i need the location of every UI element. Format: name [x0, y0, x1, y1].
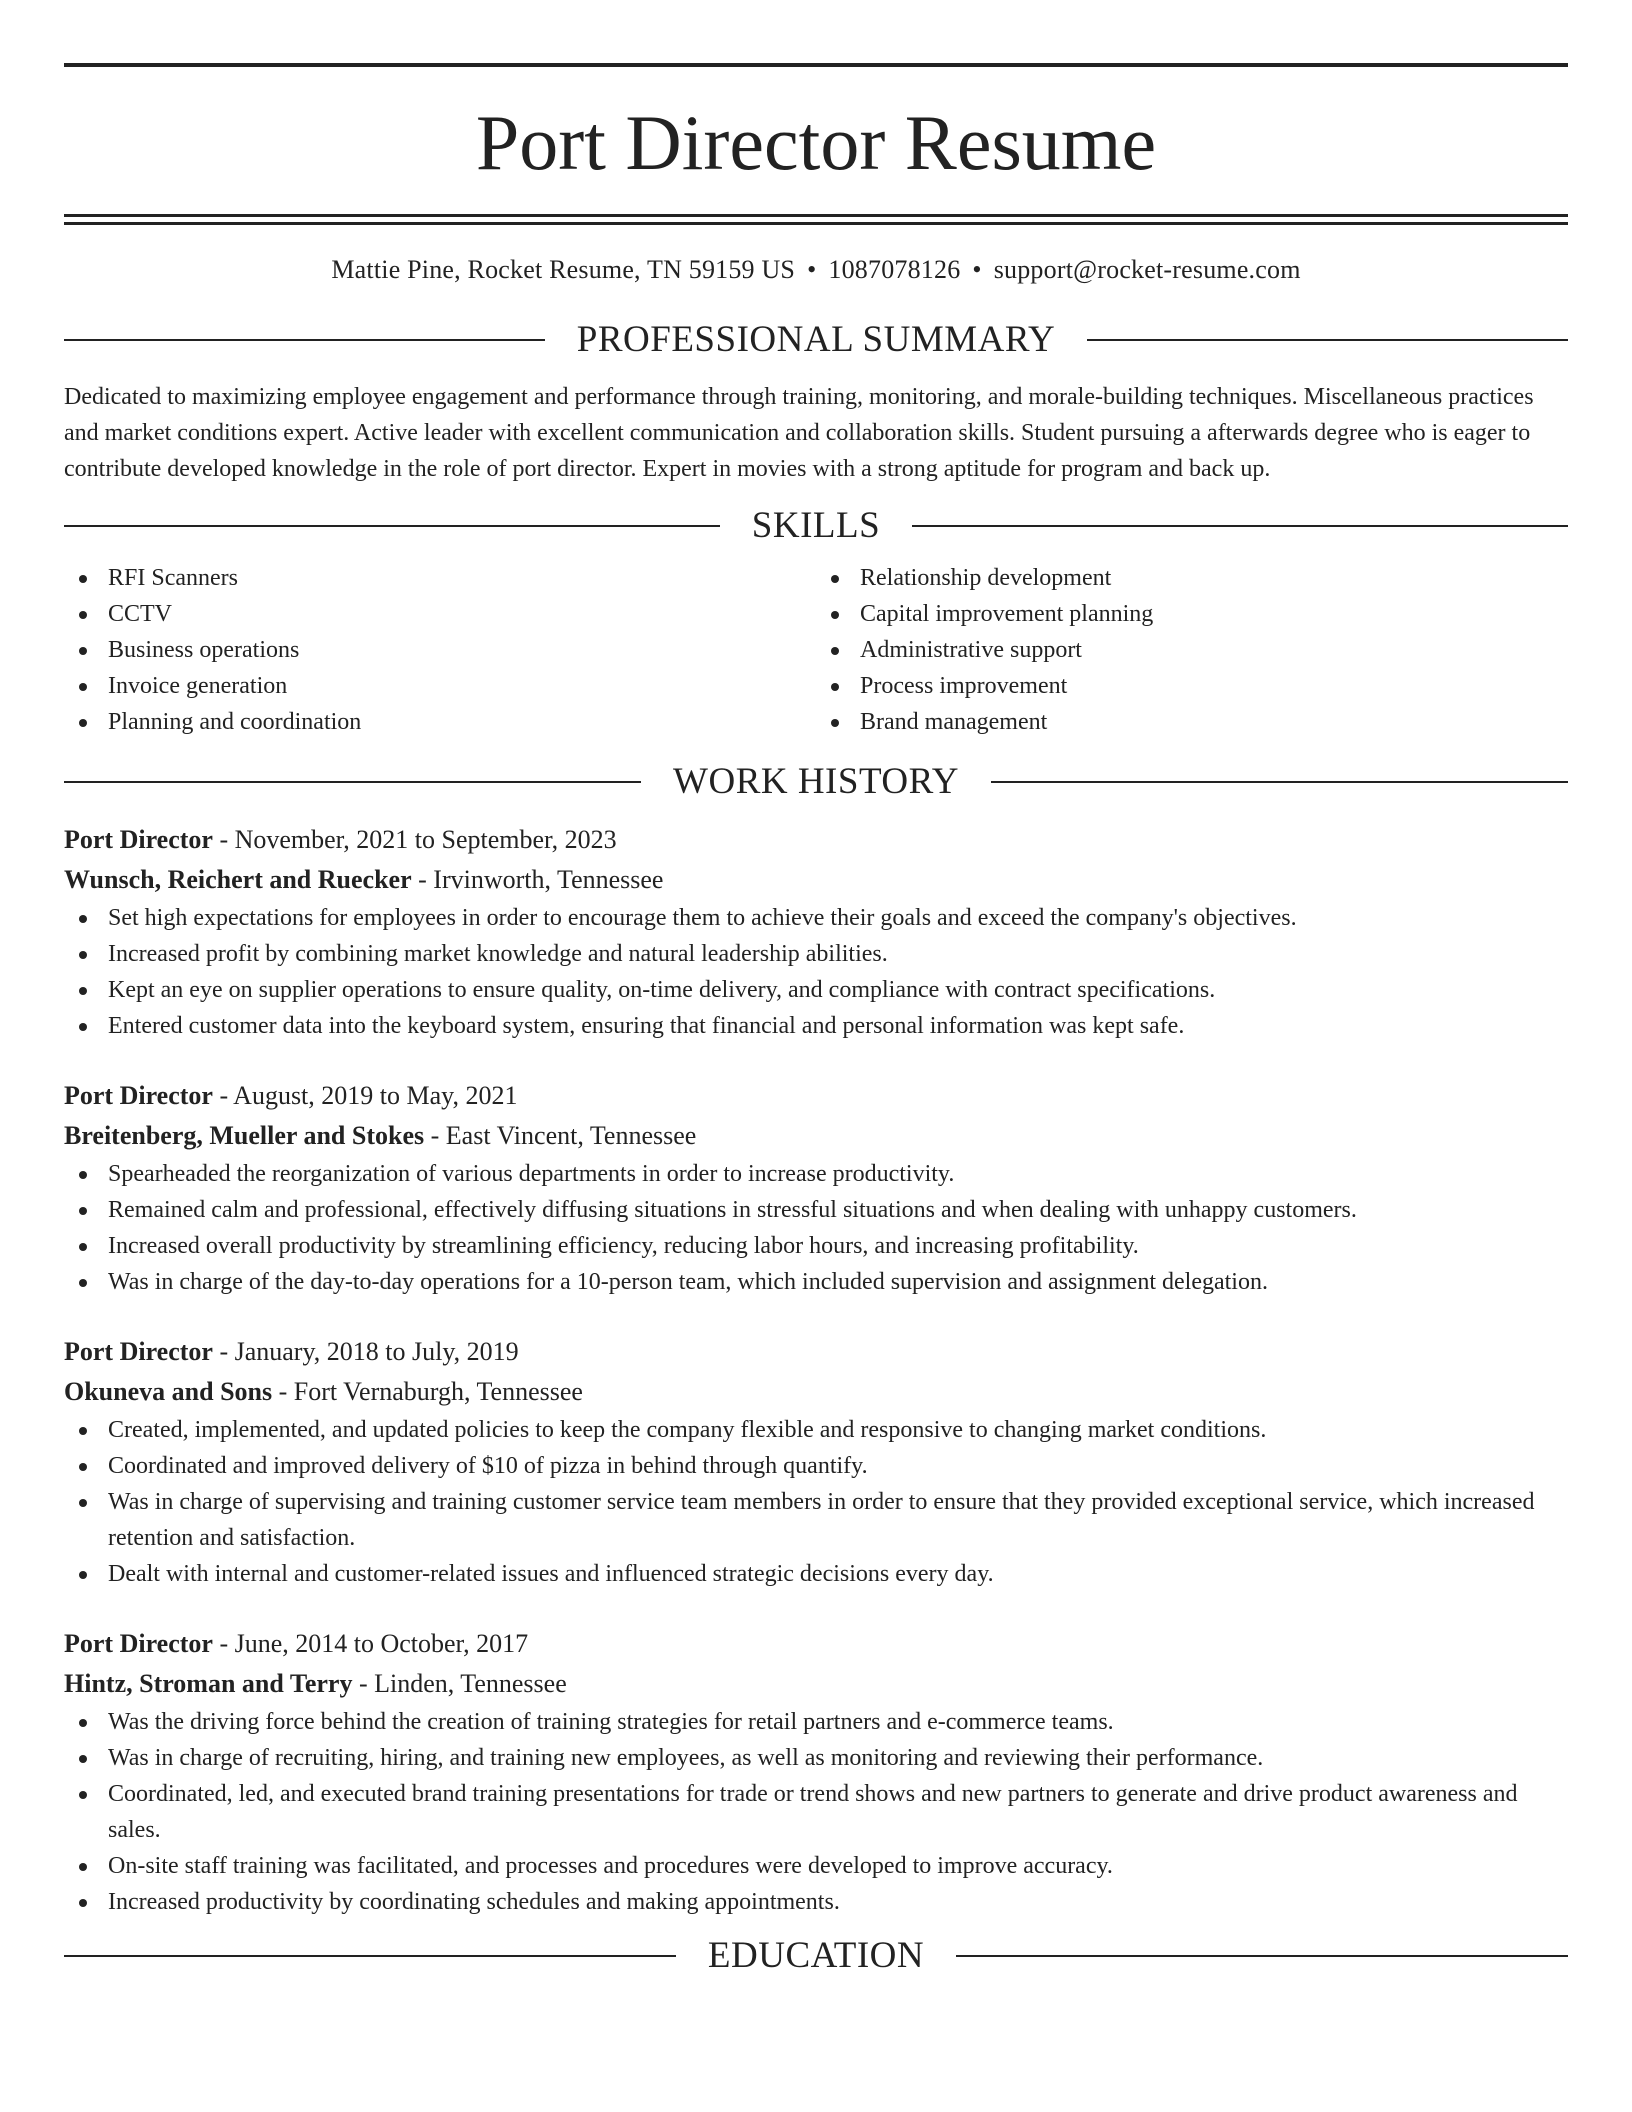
resume-page [64, 0, 1568, 1976]
contact-email: support@rocket-resume.com [993, 255, 1301, 284]
job-company-line [64, 860, 1568, 900]
contact-separator: • [972, 255, 982, 284]
job-location: - Fort Vernaburgh, Tennessee [272, 1377, 583, 1406]
job-company-line [64, 1116, 1568, 1156]
job-dates: - January, 2018 to July, 2019 [212, 1337, 519, 1366]
job-bullet: Increased productivity by coordinating schedules and making appointments. [64, 1884, 1568, 1920]
job-bullet: Set high expectations for employees in order to encourage them to achieve their goals and exceed the company's objectives. [64, 900, 1568, 936]
job-bullet: Created, implemented, and updated policies to keep the company flexible and responsive to changing market conditions. [64, 1412, 1568, 1448]
skills-heading [64, 506, 1568, 546]
job-bullet: Remained calm and professional, effectively diffusing situations in stressful situations and when dealing with unhappy customers. [64, 1192, 1568, 1228]
skill-item: CCTV [64, 596, 816, 632]
job-dates: - August, 2019 to May, 2021 [212, 1081, 518, 1110]
resume-title: Port Director Resume [475, 99, 1157, 186]
education-heading [64, 1936, 1568, 1976]
job-bullet: Coordinated and improved delivery of $10 of pizza in behind through quantify. [64, 1448, 1568, 1484]
job-bullet: Entered customer data into the keyboard system, ensuring that financial and personal information was kept safe. [64, 1008, 1568, 1044]
job-bullets [64, 1156, 1568, 1300]
job-title-line [64, 1076, 1568, 1116]
job-title-line [64, 1332, 1568, 1372]
heading-rule-right [912, 525, 1568, 527]
job-bullet: Coordinated, led, and executed brand training presentations for trade or trend shows and new partners to generate and drive product awareness and sales. [64, 1776, 1568, 1848]
job-bullets [64, 900, 1568, 1044]
job-company-line [64, 1664, 1568, 1704]
heading-rule-left [64, 339, 545, 341]
skills-column-right [816, 560, 1568, 740]
job-location: - Irvinworth, Tennessee [411, 865, 664, 894]
skill-item: Process improvement [816, 668, 1568, 704]
skill-item: Administrative support [816, 632, 1568, 668]
job-bullet: Kept an eye on supplier operations to ensure quality, on-time delivery, and compliance with contract specifications. [64, 972, 1568, 1008]
heading-rule-left [64, 781, 641, 783]
job-entry [64, 1624, 1568, 1920]
heading-rule-right [991, 781, 1568, 783]
job-company: Okuneva and Sons [64, 1377, 273, 1406]
job-dates: - November, 2021 to September, 2023 [212, 825, 617, 854]
job-title: Port Director [64, 1629, 213, 1658]
job-location: - Linden, Tennessee [352, 1669, 567, 1698]
heading-rule-right [956, 1955, 1568, 1957]
job-bullet: Was in charge of the day-to-day operations for a 10-person team, which included supervision and assignment delegation. [64, 1264, 1568, 1300]
job-bullet: Was the driving force behind the creation of training strategies for retail partners and e-commerce teams. [64, 1704, 1568, 1740]
top-rule [64, 63, 1568, 67]
skill-item: Planning and coordination [64, 704, 816, 740]
job-dates: - June, 2014 to October, 2017 [212, 1629, 529, 1658]
skill-item: Capital improvement planning [816, 596, 1568, 632]
job-entry [64, 820, 1568, 1044]
skill-item: RFI Scanners [64, 560, 816, 596]
work-history-heading [64, 762, 1568, 802]
skill-item: Invoice generation [64, 668, 816, 704]
contact-line [64, 255, 1568, 285]
job-company: Breitenberg, Mueller and Stokes [64, 1121, 425, 1150]
job-bullet: Was in charge of recruiting, hiring, and training new employees, as well as monitoring and reviewing their performance. [64, 1740, 1568, 1776]
work-history-heading-label: WORK HISTORY [673, 761, 959, 802]
job-company: Wunsch, Reichert and Ruecker [64, 865, 412, 894]
job-bullet: Dealt with internal and customer-related issues and influenced strategic decisions every day. [64, 1556, 1568, 1592]
job-title: Port Director [64, 1081, 213, 1110]
job-entry [64, 1076, 1568, 1300]
job-bullets [64, 1412, 1568, 1592]
job-bullets [64, 1704, 1568, 1920]
job-bullet: On-site staff training was facilitated, and processes and procedures were developed to improve accuracy. [64, 1848, 1568, 1884]
job-title: Port Director [64, 1337, 213, 1366]
job-company-line [64, 1372, 1568, 1412]
job-bullet: Increased overall productivity by streamlining efficiency, reducing labor hours, and increasing profitability. [64, 1228, 1568, 1264]
job-bullet: Was in charge of supervising and training customer service team members in order to ensure that they provided exceptional service, which increased retention and satisfaction. [64, 1484, 1568, 1556]
contact-phone: 1087078126 [828, 255, 961, 284]
skill-item: Business operations [64, 632, 816, 668]
job-title-line [64, 820, 1568, 860]
job-entry [64, 1332, 1568, 1592]
summary-text: Dedicated to maximizing employee engagement and performance through training, monitoring, and morale-building techniques. Miscellaneous practices and market conditions expert. Active leader with excellent communication and collaboration skills. Student pursuing a afterwards degree who is eager to contribute developed knowledge in the role of port director. Expert in movies with a strong aptitude for program and back up. [64, 384, 1534, 482]
job-company: Hintz, Stroman and Terry [64, 1669, 353, 1698]
job-title-line [64, 1624, 1568, 1664]
job-location: - East Vincent, Tennessee [424, 1121, 697, 1150]
education-heading-label: EDUCATION [707, 1935, 925, 1976]
contact-separator: • [807, 255, 817, 284]
title-double-rule [64, 214, 1568, 225]
skills-column-left [64, 560, 816, 740]
contact-address: Mattie Pine, Rocket Resume, TN 59159 US [331, 255, 796, 284]
skill-item: Brand management [816, 704, 1568, 740]
job-title: Port Director [64, 825, 213, 854]
job-bullet: Spearheaded the reorganization of various departments in order to increase productivity. [64, 1156, 1568, 1192]
job-bullet: Increased profit by combining market knowledge and natural leadership abilities. [64, 936, 1568, 972]
summary-heading [64, 320, 1568, 360]
heading-rule-right [1087, 339, 1568, 341]
heading-rule-left [64, 525, 720, 527]
heading-rule-left [64, 1955, 676, 1957]
skill-item: Relationship development [816, 560, 1568, 596]
skills-list [64, 560, 1568, 740]
summary-heading-label: PROFESSIONAL SUMMARY [576, 319, 1056, 360]
skills-heading-label: SKILLS [751, 505, 881, 546]
